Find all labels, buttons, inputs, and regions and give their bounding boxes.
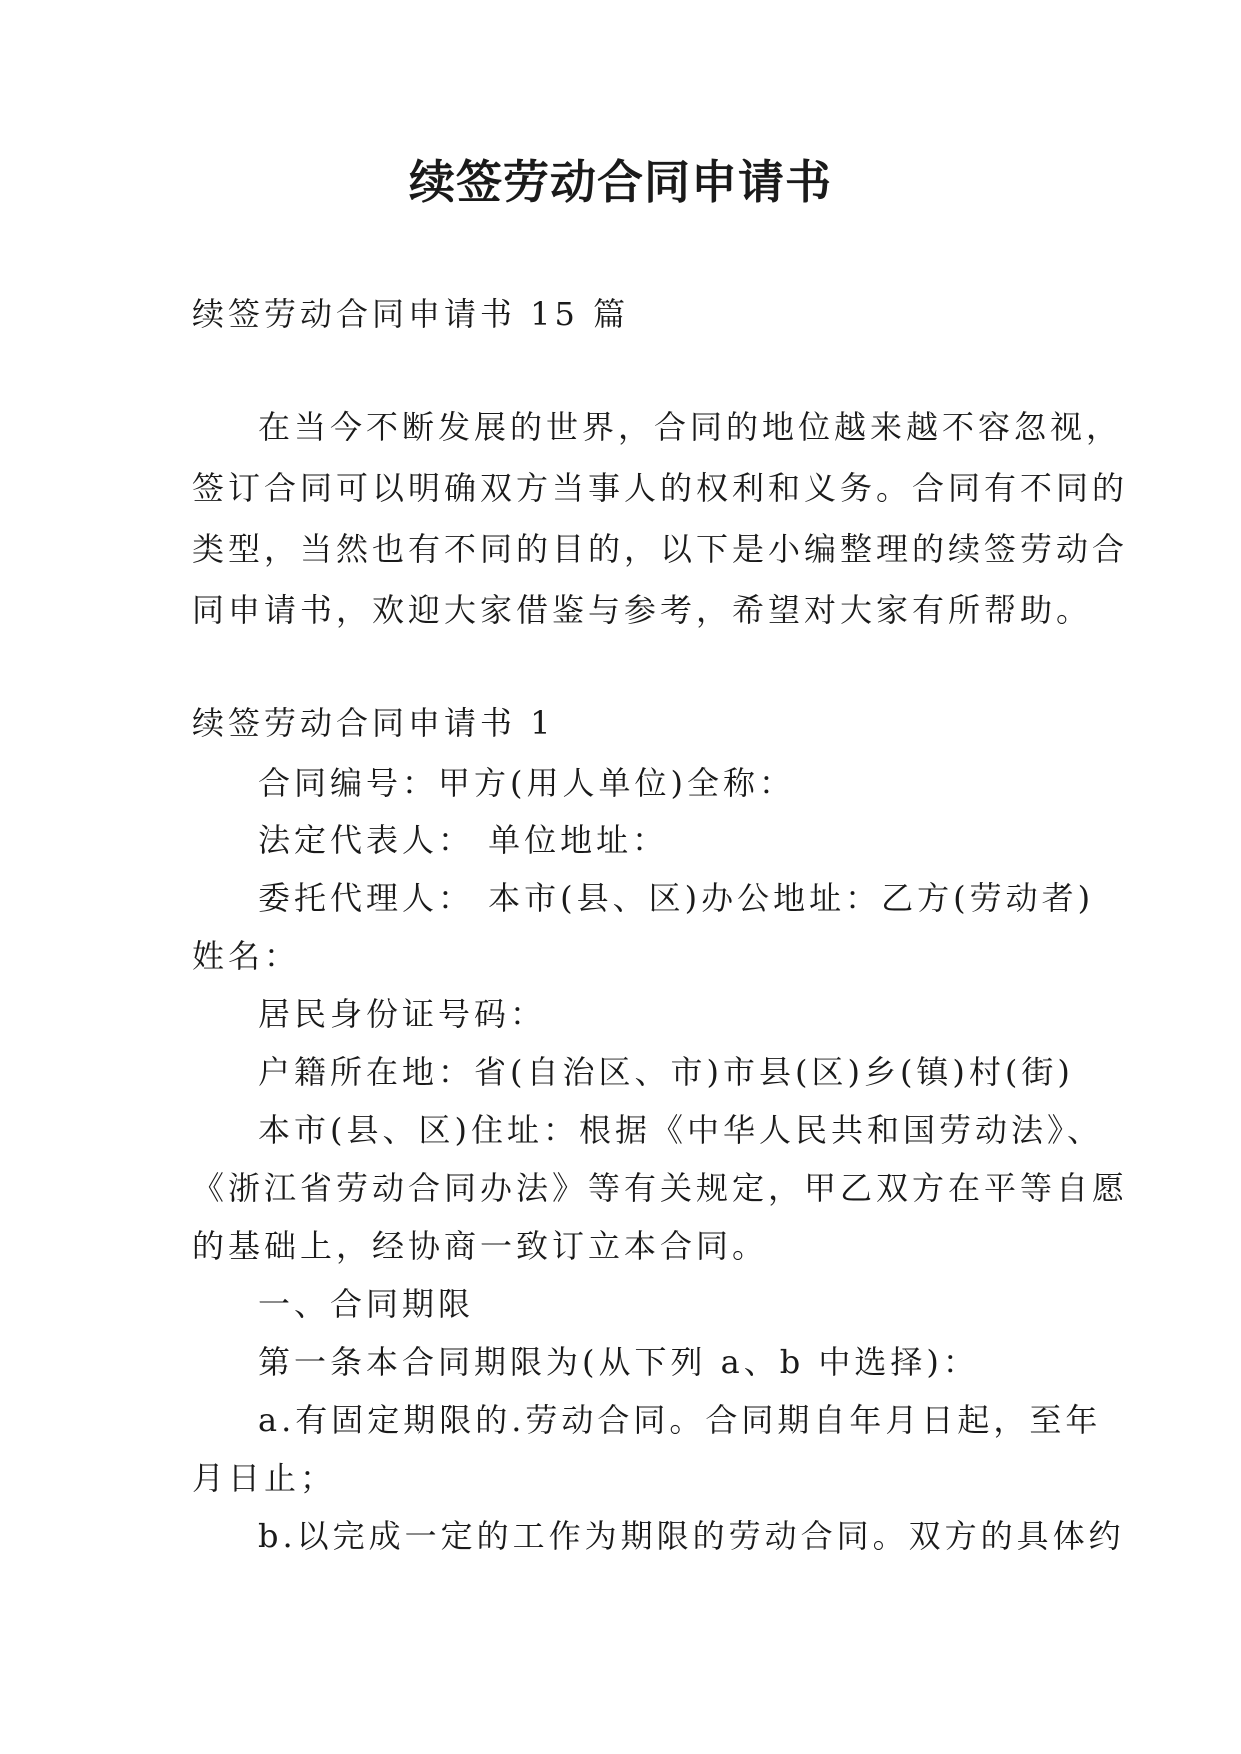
body-line-8: 《浙江省劳动合同办法》等有关规定，甲乙双方在平等自愿 — [192, 1169, 1129, 1207]
body-line-3: 委托代理人： 本市(县、区)办公地址：乙方(劳动者) — [258, 879, 1095, 917]
body-line-1: 合同编号：甲方(用人单位)全称： — [258, 764, 795, 802]
intro-line-1: 在当今不断发展的世界，合同的地位越来越不容忽视， — [258, 408, 1123, 446]
body-line-10: 一、合同期限 — [258, 1285, 475, 1323]
body-line-11: 第一条本合同期限为(从下列 a、b 中选择)： — [258, 1343, 979, 1381]
document-subtitle: 续签劳动合同申请书 15 篇 — [192, 295, 630, 333]
document-title: 续签劳动合同申请书 — [409, 155, 832, 209]
body-line-7: 本市(县、区)住址：根据《中华人民共和国劳动法》、 — [258, 1111, 1103, 1149]
body-line-12: a.有固定期限的.劳动合同。合同期自年月日起，至年 — [258, 1401, 1102, 1439]
body-line-9: 的基础上，经协商一致订立本合同。 — [192, 1227, 769, 1265]
body-line-4: 姓名： — [192, 937, 301, 975]
intro-line-3: 类型，当然也有不同的目的，以下是小编整理的续签劳动合 — [192, 530, 1129, 568]
section-heading: 续签劳动合同申请书 1 — [192, 704, 555, 742]
body-line-2: 法定代表人： 单位地址： — [258, 821, 669, 859]
body-line-14: b.以完成一定的工作为期限的劳动合同。双方的具体约 — [258, 1517, 1125, 1555]
intro-line-4: 同申请书，欢迎大家借鉴与参考，希望对大家有所帮助。 — [192, 591, 1093, 629]
intro-line-2: 签订合同可以明确双方当事人的权利和义务。合同有不同的 — [192, 469, 1129, 507]
body-line-5: 居民身份证号码： — [258, 995, 547, 1033]
body-line-6: 户籍所在地：省(自治区、市)市县(区)乡(镇)村(街) — [258, 1053, 1074, 1091]
body-line-13: 月日止； — [192, 1459, 337, 1497]
